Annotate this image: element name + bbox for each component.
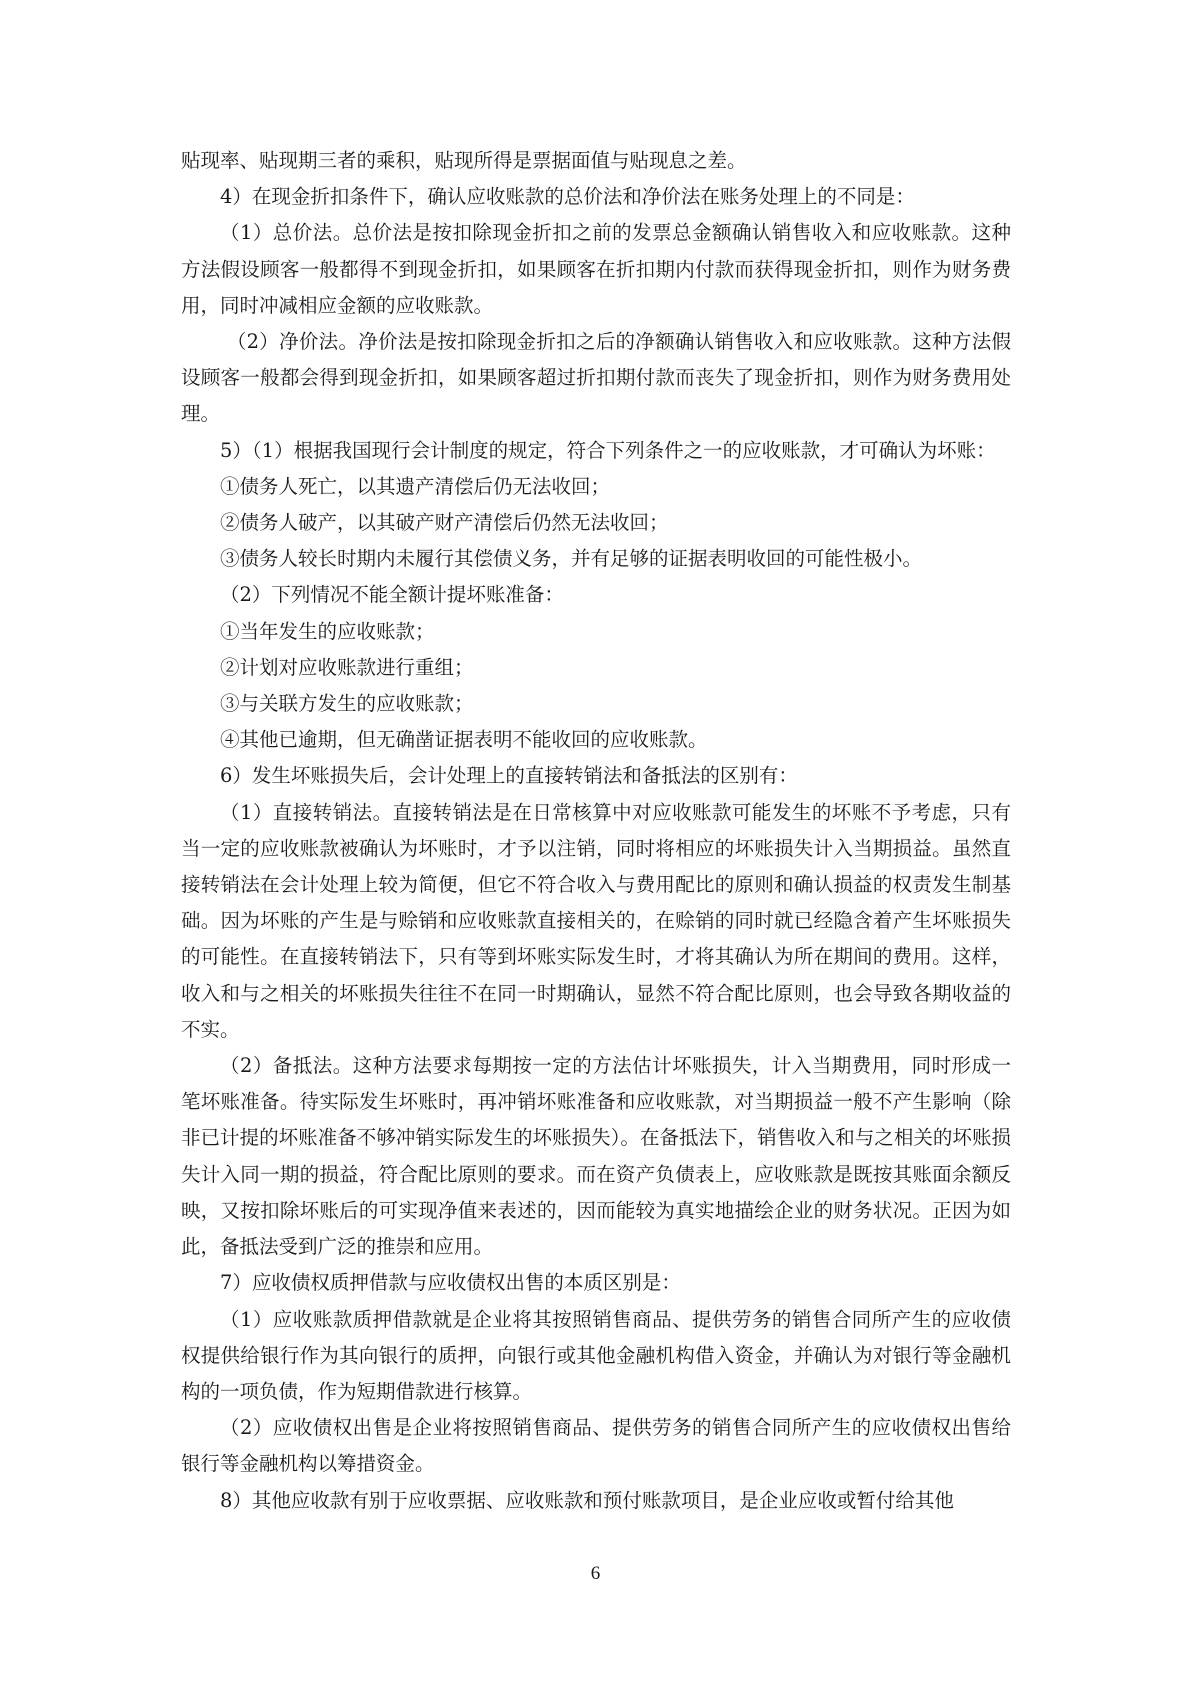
body-text — [181, 143, 1011, 1519]
list-item: ②债务人破产，以其破产财产清偿后仍然无法收回； — [220, 511, 669, 535]
list-item: ②计划对应收账款进行重组； — [220, 655, 474, 679]
paragraph: 贴现率、贴现期三者的乘积，贴现所得是票据面值与贴现息之差。 — [181, 149, 747, 172]
paragraph: （2）备抵法。这种方法要求每期按一定的方法估计坏账损失，计入当期费用，同时形成一笔坏账准备。待实际发生坏账时，再冲销坏账准备和应收账款，对当期损益一般不产生影响（除非已计提的坏账准备不够冲销实际发生的坏账损失）。在备抵法下，销售收入和与之相关的坏账损失计入同一期的损益，符合配比原则的要求。而在资产负债表上，应收账款是既按其账面余额反映，又按扣除坏账后的可实现净值来表述的，因而能较为真实地描绘企业的财务状况。正因为如此，备抵法受到广泛的推崇和应用。 — [181, 1054, 1011, 1259]
paragraph: 7）应收债权质押借款与应收债权出售的本质区别是： — [220, 1271, 681, 1295]
list-item: ①当年发生的应收账款； — [220, 619, 435, 643]
paragraph: 5）（1）根据我国现行会计制度的规定，符合下列条件之一的应收账款，才可确认为坏账： — [220, 438, 996, 462]
paragraph: 4）在现金折扣条件下，确认应收账款的总价法和净价法在账务处理上的不同是： — [220, 185, 915, 209]
page-number: 6 — [590, 1563, 601, 1584]
paragraph: （2）下列情况不能全额计提坏账准备： — [220, 583, 564, 607]
list-item: ③与关联方发生的应收账款； — [220, 692, 474, 716]
paragraph: 8）其他应收款有别于应收票据、应收账款和预付账款项目，是企业应收或暂付给其他 — [220, 1488, 954, 1512]
paragraph: （2）应收债权出售是企业将按照销售商品、提供劳务的销售合同所产生的应收债权出售给银行等金融机构以筹措资金。 — [181, 1416, 1011, 1476]
list-item: ④其他已逾期，但无确凿证据表明不能收回的应收账款。 — [220, 728, 708, 752]
paragraph: （1）应收账款质押借款就是企业将其按照销售商品、提供劳务的销售合同所产生的应收债权提供给银行作为其向银行的质押，向银行或其他金融机构借入资金，并确认为对银行等金融机构的一项负债，作为短期借款进行核算。 — [181, 1307, 1011, 1403]
paragraph: （2）净价法。净价法是按扣除现金折扣之后的净额确认销售收入和应收账款。这种方法假设顾客一般都会得到现金折扣，如果顾客超过折扣期付款而丧失了现金折扣，则作为财务费用处理。 — [181, 330, 1011, 426]
paragraph: （1）直接转销法。直接转销法是在日常核算中对应收账款可能发生的坏账不予考虑，只有当一定的应收账款被确认为坏账时，才予以注销，同时将相应的坏账损失计入当期损益。虽然直接转销法在会计处理上较为简便，但它不符合收入与费用配比的原则和确认损益的权责发生制基础。因为坏账的产生是与赊销和应收账款直接相关的，在赊销的同时就已经隐含着产生坏账损失的可能性。在直接转销法下，只有等到坏账实际发生时，才将其确认为所在期间的费用。这样，收入和与之相关的坏账损失往往不在同一时期确认，显然不符合配比原则，也会导致各期收益的不实。 — [181, 800, 1011, 1041]
list-item: ③债务人较长时期内未履行其偿债义务，并有足够的证据表明收回的可能性极小。 — [220, 547, 923, 571]
list-item: ①债务人死亡，以其遗产清偿后仍无法收回； — [220, 474, 611, 498]
paragraph: 6）发生坏账损失后，会计处理上的直接转销法和备抵法的区别有： — [220, 764, 798, 788]
paragraph: （1）总价法。总价法是按扣除现金折扣之前的发票总金额确认销售收入和应收账款。这种方法假设顾客一般都得不到现金折扣，如果顾客在折扣期内付款而获得现金折扣，则作为财务费用，同时冲减相应金额的应收账款。 — [181, 221, 1011, 317]
